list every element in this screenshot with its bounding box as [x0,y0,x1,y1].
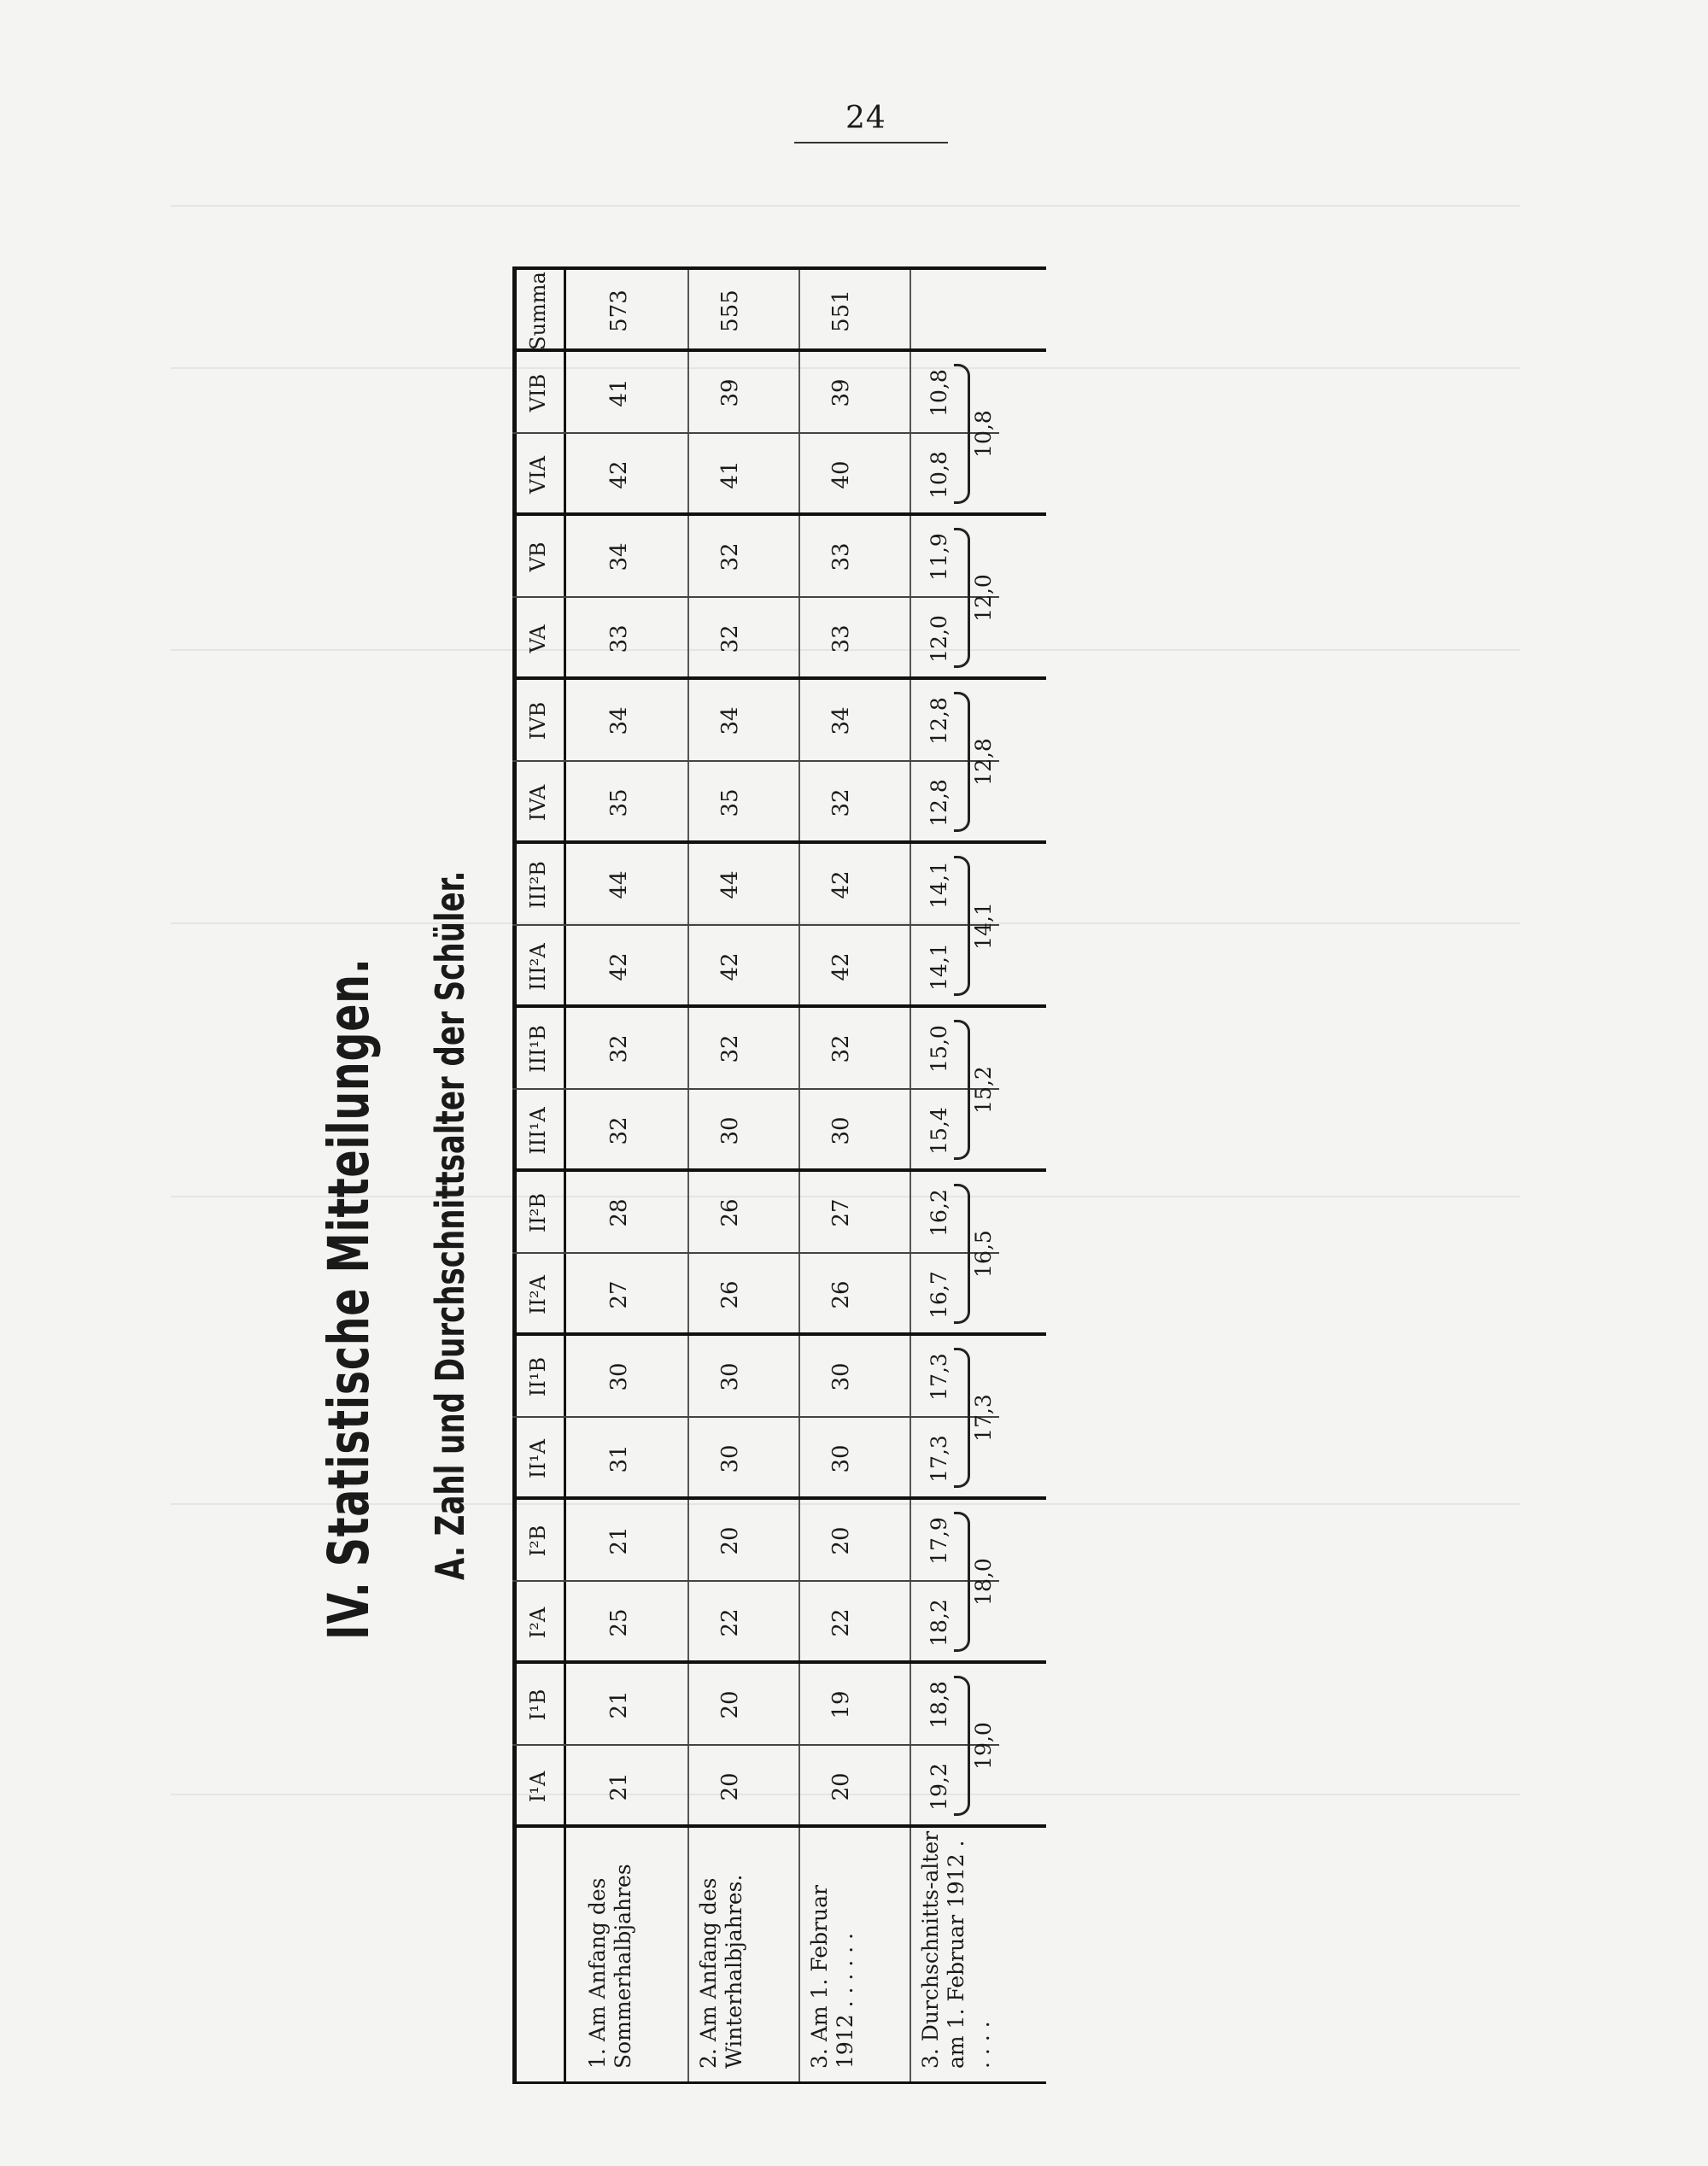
column-divider [512,1252,999,1254]
table-cell: 32 [606,1116,632,1145]
combined-average: 18,0 [971,1558,996,1606]
column-header: Summa [526,272,550,350]
average-cell: 12,8 [927,779,951,827]
average-cell: 18,8 [927,1681,951,1729]
column-divider [512,1416,999,1418]
column-header: I¹A [526,1771,550,1803]
column-header: III²A [526,943,550,991]
average-cell: 10,8 [927,451,951,499]
column-divider [512,432,999,434]
column-header: I¹B [526,1689,550,1721]
average-bracket [954,364,970,504]
combined-average: 16,5 [971,1230,996,1278]
table-cell: 39 [717,378,743,407]
table-cell: 33 [606,624,632,653]
combined-average: 12,8 [971,738,996,786]
column-header: I²B [526,1525,550,1557]
average-cell: 17,3 [927,1353,951,1401]
average-bracket [954,692,970,832]
average-bracket [954,856,970,996]
table-cell: 44 [717,870,743,899]
table-cell: 42 [828,870,854,899]
average-cell: 16,7 [927,1271,951,1319]
row-separator [687,270,689,2084]
column-divider [512,266,1046,270]
table-subtitle: A. Zahl und Durchschnittsalter der Schüler. [427,870,473,1580]
table-cell: 32 [717,542,743,571]
table-cell: 25 [606,1608,632,1637]
average-row-label: 3. Durchschnitts-alter am 1. Februar 1912 . . . . . [918,1830,994,2069]
column-header: I²A [526,1607,550,1639]
table-cell: 30 [828,1444,854,1473]
table-cell: 22 [717,1608,743,1637]
average-cell: 14,1 [927,943,951,991]
average-cell: 12,8 [927,697,951,745]
header-bottom-rule [564,270,566,2084]
table-cell: 28 [606,1198,632,1227]
average-cell: 15,4 [927,1107,951,1155]
average-cell: 17,3 [927,1435,951,1483]
column-divider [512,1744,999,1746]
average-cell: 15,0 [927,1025,951,1073]
table-cell: 41 [606,378,632,407]
table-cell: 32 [606,1034,632,1063]
table-cell: 39 [828,378,854,407]
column-divider [512,676,1046,680]
column-header: VIB [526,373,550,413]
table-cell: 32 [828,1034,854,1063]
table-cell: 555 [717,290,743,332]
row-label: 2. Am Anfang des Winterhalbjahres. [696,1874,746,2069]
table-cell: 26 [717,1198,743,1227]
row-separator [910,270,911,2084]
table-cell: 30 [606,1362,632,1391]
average-cell: 14,1 [927,861,951,909]
average-bracket [954,1676,970,1816]
section-title: IV. Statistische Mitteilungen. [316,957,382,1640]
column-header: IVA [526,784,550,822]
combined-average: 14,1 [971,902,996,950]
column-divider [512,1088,999,1090]
table-cell: 42 [606,460,632,489]
column-header: III¹B [526,1025,550,1073]
column-header: VIA [526,455,550,495]
table-cell: 42 [828,952,854,981]
table-cell: 44 [606,870,632,899]
table-cell: 32 [717,624,743,653]
average-cell: 18,2 [927,1599,951,1647]
table-cell: 26 [828,1280,854,1309]
average-bracket [954,528,970,668]
table-cell: 42 [606,952,632,981]
column-header: II¹B [526,1356,550,1397]
table-cell: 33 [828,542,854,571]
table-cell: 42 [717,952,743,981]
column-divider [512,840,1046,844]
average-bracket [954,1512,970,1652]
average-cell: 17,9 [927,1517,951,1565]
table-cell: 20 [828,1772,854,1801]
column-divider [512,1332,1046,1336]
table-cell: 34 [828,706,854,735]
column-header: VA [526,624,550,653]
table-cell: 573 [606,290,632,332]
column-divider [512,1580,999,1582]
table-cell: 34 [606,706,632,735]
table-cell: 27 [828,1198,854,1227]
column-header: VB [526,542,550,572]
table-cell: 34 [717,706,743,735]
column-divider [512,596,999,598]
table-cell: 33 [828,624,854,653]
column-divider [512,1496,1046,1500]
table-cell: 20 [828,1526,854,1555]
row-label: 3. Am 1. Februar 1912 . . . . . . [807,1885,857,2069]
column-divider [512,348,1046,352]
table-cell: 22 [828,1608,854,1637]
column-divider [512,1168,1046,1172]
column-divider [512,1660,1046,1664]
column-header: III¹A [526,1107,550,1155]
column-divider [512,760,999,762]
column-header: III²B [526,861,550,909]
table-cell: 32 [717,1034,743,1063]
combined-average: 15,2 [971,1066,996,1114]
average-cell: 16,2 [927,1189,951,1237]
table-cell: 20 [717,1526,743,1555]
table-cell: 27 [606,1280,632,1309]
average-cell: 12,0 [927,615,951,663]
table-cell: 30 [828,1362,854,1391]
rotated-table-page [282,120,1494,2084]
table-cell: 19 [828,1690,854,1719]
column-header: II¹A [526,1439,550,1478]
combined-average: 17,3 [971,1394,996,1442]
combined-average: 12,0 [971,574,996,622]
table-cell: 30 [717,1116,743,1145]
table-left-border [512,2081,1046,2084]
average-cell: 19,2 [927,1763,951,1811]
table-cell: 35 [717,788,743,817]
table-cell: 21 [606,1526,632,1555]
column-divider [512,512,1046,516]
table-cell: 551 [828,290,854,332]
column-divider [512,924,999,926]
table-cell: 41 [717,460,743,489]
table-cell: 26 [717,1280,743,1309]
average-bracket [954,1184,970,1324]
column-divider [512,1824,1046,1828]
table-cell: 30 [717,1444,743,1473]
table-cell: 20 [717,1690,743,1719]
combined-average: 10,8 [971,410,996,458]
table-cell: 30 [828,1116,854,1145]
table-cell: 21 [606,1690,632,1719]
average-cell: 11,9 [927,533,951,581]
average-bracket [954,1348,970,1488]
table-cell: 20 [717,1772,743,1801]
combined-average: 19,0 [971,1722,996,1770]
page-number: 24 [845,101,886,136]
column-divider [512,1004,1046,1008]
table-cell: 34 [606,542,632,571]
column-header: II²B [526,1192,550,1233]
table-cell: 21 [606,1772,632,1801]
table-cell: 35 [606,788,632,817]
row-separator [798,270,800,2084]
table-cell: 32 [828,788,854,817]
average-cell: 10,8 [927,369,951,417]
column-header: IVB [526,701,550,741]
table-cell: 30 [717,1362,743,1391]
average-bracket [954,1020,970,1160]
table-cell: 31 [606,1444,632,1473]
table-cell: 40 [828,460,854,489]
column-header: II²A [526,1275,550,1314]
row-label: 1. Am Anfang des Sommerhalbjahres [585,1864,635,2069]
